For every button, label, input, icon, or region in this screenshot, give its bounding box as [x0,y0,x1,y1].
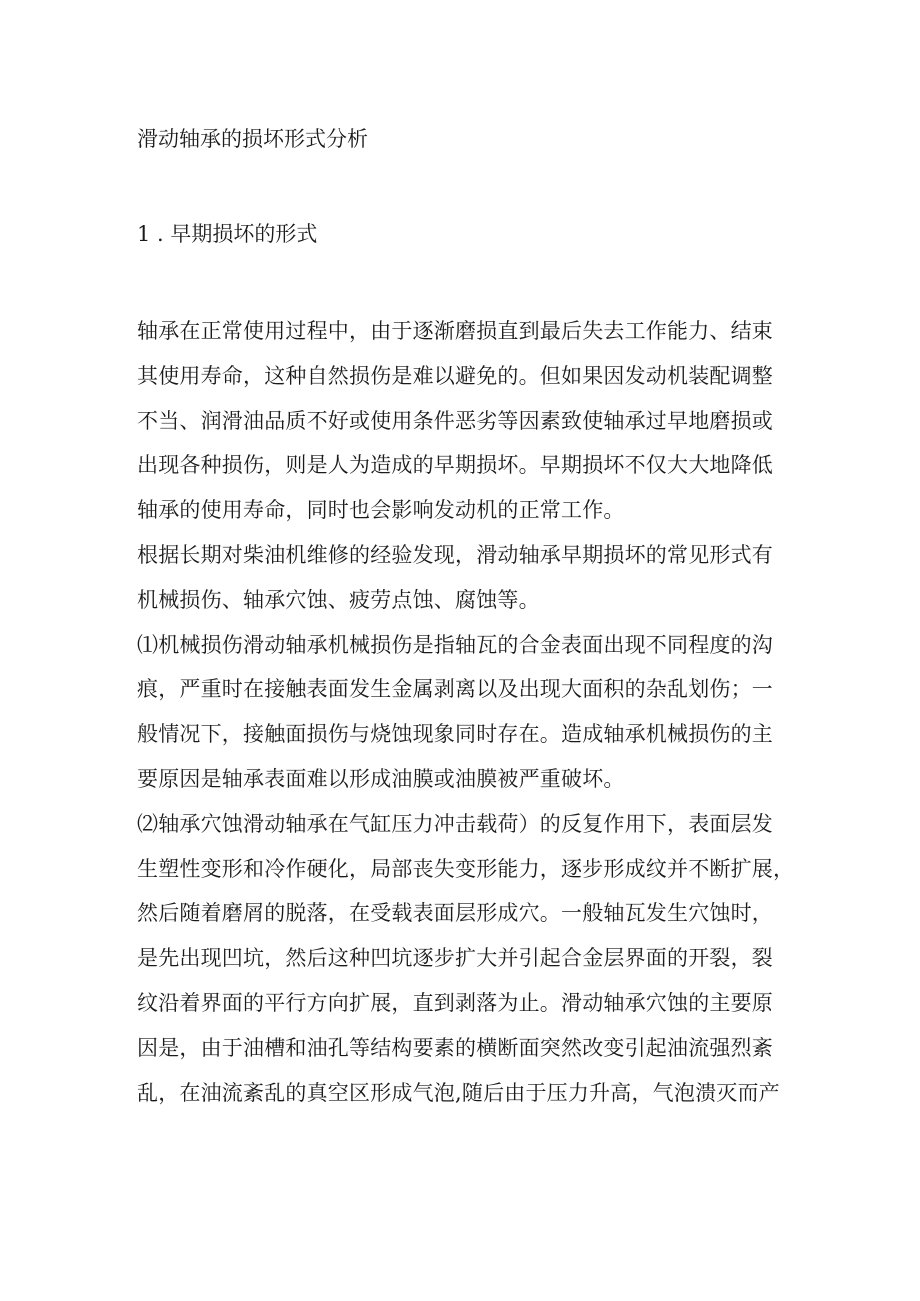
body-text [137,309,797,1115]
text-line: 轴承在正常使用过程中，由于逐渐磨损直到最后失去工作能力、结束 [137,319,773,343]
text-line: 然后随着磨屑的脱落，在受载表面层形成穴。一般轴瓦发生穴蚀时， [137,901,773,926]
text-line: ⑴机械损伤滑动轴承机械损伤是指轴瓦的合金表面出现不同程度的沟 [137,632,773,657]
text-line: ⑵轴承穴蚀滑动轴承在气缸压力冲击载荷）的反复作用下，表面层发 [137,811,773,836]
text-line: 轴承的使用寿命，同时也会影响发动机的正常工作。 [137,498,625,523]
text-line: 纹沿着界面的平行方向扩展，直到剥落为止。滑动轴承穴蚀的主要原 [137,990,773,1015]
text-line: 不当、润滑油品质不好或使用条件恶劣等因素致使轴承过早地磨损或 [137,408,773,433]
text-line: 因是，由于油槽和油孔等结构要素的横断面突然改变引起油流强烈紊 [137,1035,773,1060]
text-line: 要原因是轴承表面难以形成油膜或油膜被严重破坏。 [137,766,625,791]
document-title: 滑动轴承的损坏形式分析 [137,127,368,151]
text-line: 是先出现凹坑，然后这种凹坑逐步扩大并引起合金层界面的开裂，裂 [137,946,773,971]
text-line: 乱，在油流紊乱的真空区形成气泡,随后由于压力升高，气泡溃灭而产 [137,1080,780,1105]
text-line: 其使用寿命，这种自然损伤是难以避免的。但如果因发动机装配调整 [137,363,773,388]
text-line: 机械损伤、轴承穴蚀、疲劳点蚀、腐蚀等。 [137,587,540,612]
text-line: 根据长期对柴油机维修的经验发现，滑动轴承早期损坏的常见形式有 [137,542,773,567]
text-line: 般情况下，接触面损伤与烧蚀现象同时存在。造成轴承机械损伤的主 [137,722,773,747]
section-heading: 1 . 早期损坏的形式 [137,222,318,246]
text-line: 出现各种损伤，则是人为造成的早期损坏。早期损坏不仅大大地降低 [137,453,773,478]
text-line: 生塑性变形和冷作硬化，局部丧失变形能力，逐步形成纹并不断扩展， [137,856,795,881]
text-line: 痕，严重时在接触表面发生金属剥离以及出现大面积的杂乱划伤；一 [137,677,773,702]
